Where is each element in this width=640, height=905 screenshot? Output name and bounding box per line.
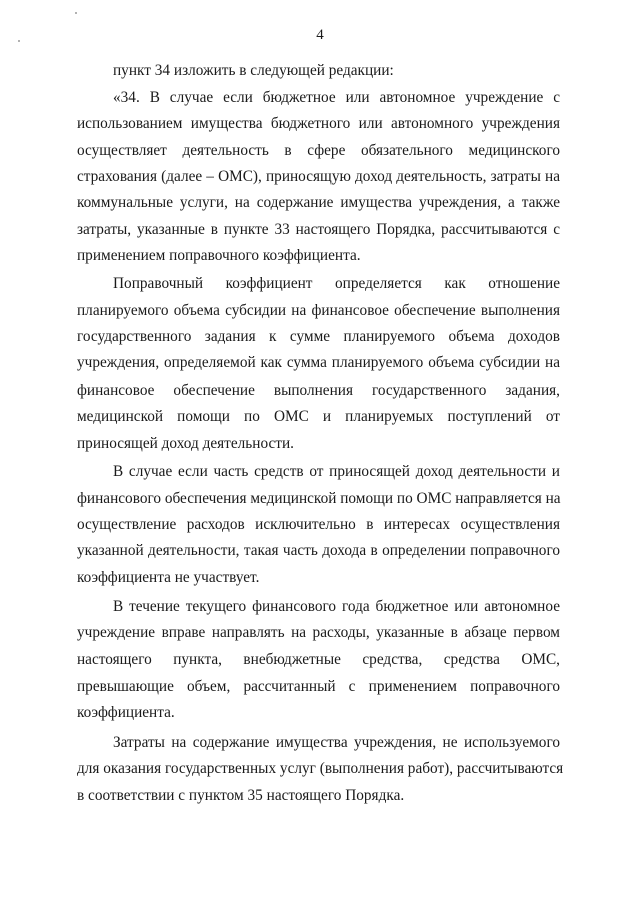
paragraph-line: Поправочный коэффициент определяется как отношение	[113, 275, 560, 292]
paragraph-line: для оказания государственных услуг (выполнения работ), рассчитываются	[77, 760, 564, 777]
paragraph-line: В течение текущего финансового года бюджетное или автономное	[113, 598, 560, 615]
paragraph-line: использованием имущества бюджетного или автономного учреждения	[77, 115, 560, 132]
paragraph-line: учреждение вправе направлять на расходы, указанные в абзаце первом	[77, 624, 560, 641]
paragraph-line: финансовое обеспечение выполнения государственного задания,	[77, 382, 560, 399]
paragraph-line: настоящего пункта, внебюджетные средства, средства ОМС,	[77, 651, 560, 668]
scan-speck	[18, 40, 20, 42]
paragraph-line: В случае если часть средств от приносящей доход деятельности и	[113, 463, 560, 480]
page-number: 4	[316, 27, 324, 43]
paragraph-line: превышающие объем, рассчитанный с применением поправочного	[77, 678, 560, 695]
paragraph-line: «34. В случае если бюджетное или автономное учреждение с	[113, 89, 560, 106]
scan-speck	[75, 12, 77, 14]
paragraph-line: страхования (далее – ОМС), приносящую доход деятельность, затраты на	[77, 168, 560, 185]
paragraph-line: коэффициента не участвует.	[77, 569, 260, 586]
paragraph-line: учреждения, определяемой как сумма планируемого объема субсидии на	[77, 354, 560, 371]
paragraph-line: приносящей доход деятельности.	[77, 435, 294, 452]
paragraph-line: указанной деятельности, такая часть дохода в определении поправочного	[77, 542, 560, 559]
paragraph-line: финансового обеспечения медицинской помощи по ОМС направляется на	[77, 490, 561, 507]
paragraph-line: пункт 34 изложить в следующей редакции:	[113, 62, 394, 79]
paragraph-line: медицинской помощи по ОМС и планируемых поступлений от	[77, 408, 560, 425]
paragraph-line: затраты, указанные в пункте 33 настоящего Порядка, рассчитываются с	[77, 221, 560, 238]
paragraph-line: применением поправочного коэффициента.	[77, 247, 361, 264]
paragraph-line: осуществляет деятельность в сфере обязательного медицинского	[77, 142, 560, 159]
paragraph-line: государственного задания к сумме планируемого объема доходов	[77, 328, 560, 345]
paragraph-line: Затраты на содержание имущества учреждения, не используемого	[113, 734, 560, 751]
paragraph-line: осуществление расходов исключительно в интересах осуществления	[77, 516, 560, 533]
paragraph-line: коммунальные услуги, на содержание имущества учреждения, а также	[77, 194, 560, 211]
paragraph-line: планируемого объема субсидии на финансовое обеспечение выполнения	[77, 302, 560, 319]
paragraph-line: в соответствии с пунктом 35 настоящего Порядка.	[77, 787, 405, 804]
paragraph-line: коэффициента.	[77, 704, 175, 721]
